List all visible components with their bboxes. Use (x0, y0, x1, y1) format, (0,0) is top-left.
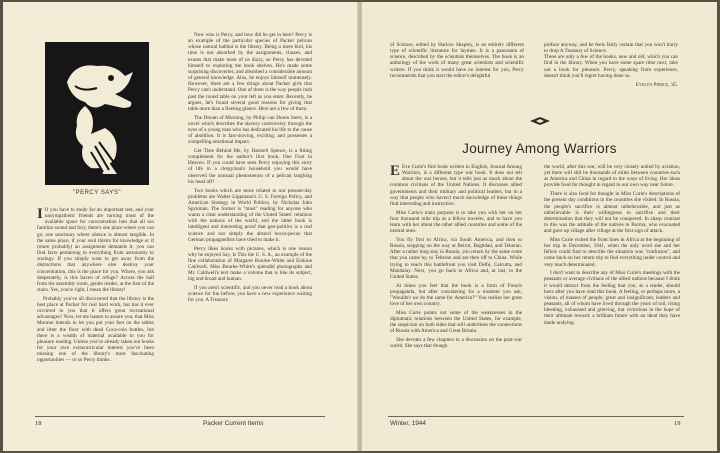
paragraph-text: If you have to study for an important test, and your unsympathetic friends are turning most of the available space for concentration into that all too familiar sound and fury, there's one place where you can go, one sanctuary where silence is almost tangible. In the same place, if your soul thirsts for knowledge or if (more probably) an assignment demands it, you can find facts pertaining to everything from astronomy to zoology. If you simply want to get away from the distractions that anywhere else destroy your concentration, this is the place for you. Where, you ask desperately, is this haven of refuge? Across the hall from the assembly room, gentle reader, at the foot of the stairs. Yes, you're right, I mean the library! (37, 207, 154, 294)
illustration-caption: "PERCY SAYS" (72, 190, 122, 196)
paragraph: Miss Curie's main purpose is to take you with her on her four thousand mile trip as a fellow traveler, and to have you learn with her about the other allied countries and some of the neutral ones. (390, 209, 522, 235)
right-column-1 (390, 164, 522, 352)
page-number: 19 (674, 420, 681, 427)
page-number: 18 (35, 420, 42, 427)
right-top-column-1 (390, 42, 524, 82)
paragraph: Get Thee Behind Me, by Hartzell Spence, is a fitting complement for the author's first book, One Foot in Heaven. If you could have seen Percy enjoying this story of life in a clergyman's household you would have observed the unusual phenomenon of a pelican laughing his head off! (188, 148, 312, 185)
footer-rule (35, 416, 325, 417)
paragraph: She devotes a few chapters to a discussion on the post-war world. She says that though (390, 337, 522, 350)
paragraph: preface anyway, and he feels fairly certain that you won't hurry to drop A Treasury of Science. These are only a few of the books, new and old, which you can find in the library. When you have some spare time next, take out a book for pleasure. Percy, speaking from experience, doesn't think you'll regret having done so. (544, 42, 678, 79)
left-column-2 (188, 32, 312, 306)
right-column-2 (544, 164, 680, 328)
paragraph: I don't want to describe any of Miss Curie's meetings with the peasants or average civilians of the allied nations because I think it would detract from the feeling that you, as a reader, should have after you have read this book. A feeling, or perhaps more, a vision, of masses of people, great and insignificant, leaders and peasants, all of whom have lived through the years of toil, rising bleeding, exhausted and grieving, but victorious in the hope of their ultimate reward; a brilliant future with an ideal they have made undying. (544, 270, 680, 326)
right-page (362, 2, 717, 451)
paragraph: Miss Curie points out some of the weaknesses in the diplomatic relations between the United States, for example, the suspicion on both sides that still underlines the connections of Russia with America and Great Britain. (390, 309, 522, 335)
footer-title: Packer Current Items (203, 420, 264, 427)
footer-rule (388, 416, 684, 417)
paragraph-text: Eve Curie's first book written in English, Journal Among Warriors, is a different type war book. It does not tell about the war heroes, but it tells just as much about the common civilians of the United Nations. It discusses allied governments and their military and political leaders, but in a way that people who haven't much knowledge of these things find interesting and instructive. (390, 164, 522, 207)
paragraph: If you aren't scientific, and you never read a book about science for fun before, you have a new experience waiting for you. A Treasury (188, 285, 312, 304)
paragraph: You fly first to Africa, via South America, and then to Russia, stopping on the way at Beirut, Baghdad, and Teheran. After a rather long stay in Russia, you return by the same route that you came by, to Teheran and are then off to China. While trying to reach this battlefront you visit Delhi, Calcutta, and Mandalay. Next, you go back to Africa and, at last, to the United States. (390, 236, 522, 280)
right-top-column-2 (544, 42, 678, 88)
footer-date: Winter, 1944 (390, 420, 426, 427)
paragraph: the world, after this war, will be very closely united by aviation, yet there will still be thousands of miles between countries such as America and China in regard to the ways of living. Her ideas provide food for thought in regard to our own way near future. (544, 164, 680, 189)
left-page (3, 2, 358, 451)
ornament-icon (528, 116, 552, 126)
paragraph (390, 164, 522, 207)
pelican-icon (45, 42, 149, 185)
drop-cap: E (390, 163, 401, 179)
paragraph: Miss Curie visited the front lines in Africa at the beginning of her trip in December, 1941, when the only word she and her fellow could find to describe the situation was "confusion", and came back on her return trip to find everything under control and very much determinated. (544, 236, 680, 268)
author-signature: Evelyn Pierce, '45. (635, 81, 678, 88)
paragraph: At times you feel that the book is a form of French propaganda, but after considering for a moment you ask, "Wouldn't we do the same for America?" You realize her great love of her own country. (390, 282, 522, 308)
paragraph: Now who is Percy, and how did he get in here? Percy is an example of the particular species of Packer pelican whose natural habitat is the library. Being a mere bird, his time is not absorbed by the assignments, classes, and exams that make most of us dizzy, so Percy has devoted himself to exploring the book shelves. He's made some surprising discoveries, and absorbed a considerable amount of general knowledge. Also, he enjoys himself immensely. However, there are a few things about Packer girls that Percy can't understand. One of them is the way people rush past the round table on your left as you enter. Recently, he argues, he's found several good reasons for giving that table more than a fleeting glance. Here are a few of them. (188, 32, 312, 112)
paragraph: Percy likes books with pictures, which is one reason why he enjoyed Say, Is This the U. S. A., an example of the fine collaboration of Margaret Bourke-White and Erskine Caldwell. Miss Bourke-White's splendid photographs and Mr. Caldwell's text make a volume that is like its subject, big and broad and human. (188, 245, 312, 283)
paragraph: Two books which are more related to our present-day problems are Walter Lippmann's U. S. Foreign Policy, and American Strategy in World Politics, by Nicholas John Spykman. The former is "must" reading for anyone who wants a clear understanding of the United States' relations with the nations of the world, and the latter book is intelligent and interesting proof that geo-politics is a real science and not simply the absurd hocus-pocus that German propagandists have tried to make it. (188, 187, 312, 243)
paragraph: The Dream of Morning, by Philip van Doren Stern, is a novel which describes the slavery controversy through the eyes of a young man who has dedicated his life to the cause of abolition. It is fast-moving, exciting, and possesses a compelling emotional impact. (188, 114, 312, 146)
drop-cap: I (37, 206, 43, 222)
article-heading: Journey Among Warriors (462, 141, 617, 156)
paragraph (37, 207, 154, 293)
paragraph: There is also food for thought in Miss Curie's descriptions of the present day conditions in the countries she visited. In Russia, the people's sacrifice is almost unbelievable, and just as unbelievable is their willingness to sacrifice and their determination that they will not be conquered. In sharp contrast to this was the attitude of the natives in Burma, who evacuated and gave up village after village at the first sign of attack. (544, 191, 680, 235)
left-column-1 (37, 207, 154, 366)
magazine-spread (3, 2, 717, 451)
paragraph: Probably you've all discovered that the library is the best place at Packer for real hard work, but has it ever occurred to you that it offers great recreational advantages? Now, let me hasten to assure you, that Miss Monroe intends to let you put your feet on the tables and litter the floor with dead Coca-cola bottles, but there is a wealth of material available to you for pleasure reading. Unless you've already taken out books for your own extracurricular interest you've been missing one of the library's most fascinating opportunities — or so Percy thinks. (37, 295, 154, 364)
pelican-illustration (45, 42, 149, 185)
paragraph: of Science, edited by Harlow Shapley, is an entirely different type of scientific literature for laymen. It is a panorama of science, described by the scientists themselves. The book is an anthology of the work of many great scientists and scientific writers. If you think it would have no interest for you, Percy recommends that you start the editor's delightful (390, 42, 524, 79)
